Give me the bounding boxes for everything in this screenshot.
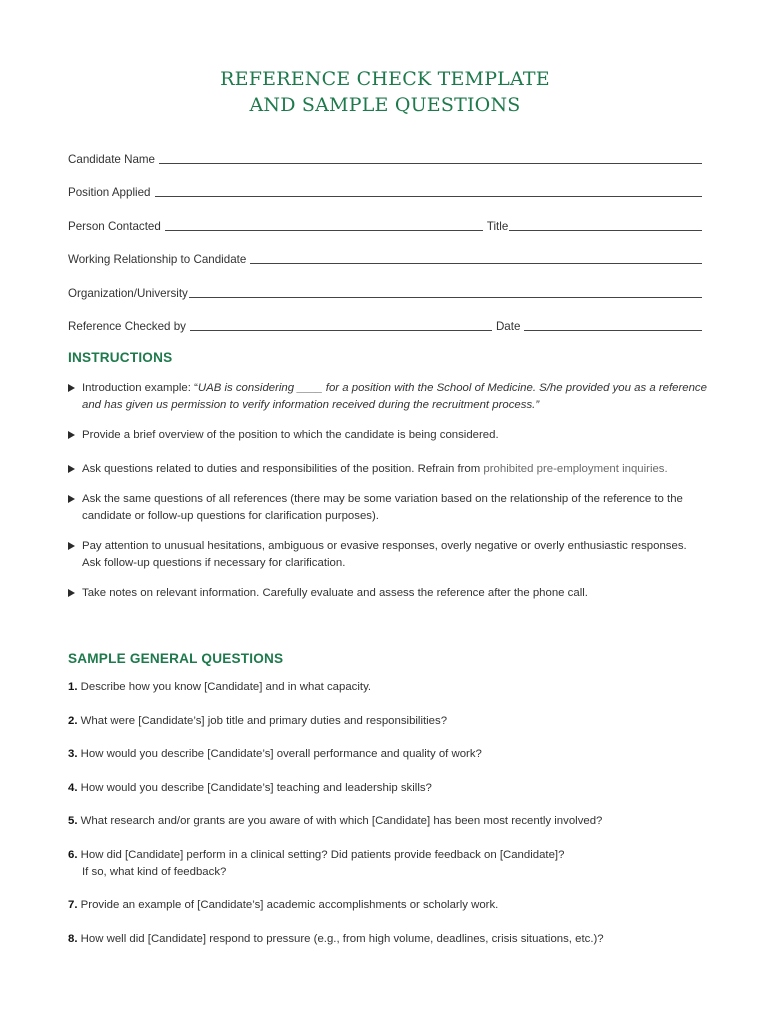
document-title [0, 66, 770, 118]
title-line-1: REFERENCE CHECK TEMPLATE [220, 68, 550, 90]
instructions-list [68, 380, 708, 602]
title-label: Title [486, 219, 509, 233]
organization-label: Organization/University [68, 286, 188, 300]
prohibited-inquiries-link[interactable]: prohibited pre-employment inquiries. [483, 463, 668, 475]
person-contacted-field[interactable] [165, 229, 483, 231]
instruction-item [68, 427, 708, 444]
instruction-item [68, 461, 708, 478]
person-contacted-row [68, 200, 702, 234]
sample-questions-list [68, 679, 708, 948]
reference-form-fields [68, 133, 702, 334]
reference-checked-field[interactable] [190, 329, 492, 331]
bullet-triangle-icon [68, 589, 75, 597]
instruction-item [68, 585, 708, 602]
question-number: 8. [68, 932, 78, 945]
date-label: Date [495, 320, 521, 333]
question-item [68, 746, 708, 763]
date-field[interactable] [524, 329, 702, 331]
question-item [68, 847, 708, 881]
question-item [68, 931, 708, 948]
bullet-triangle-icon [68, 431, 75, 439]
bullet-triangle-icon [68, 495, 75, 503]
question-text: How would you describe [Candidate’s] overall performance and quality of work? [80, 748, 482, 760]
instruction-text: Pay attention to unusual hesitations, ambiguous or evasive responses, overly negative or overly enthusiastic responses. Ask follow-up questions if necessary for clarification. [82, 540, 687, 569]
candidate-name-field[interactable] [159, 162, 702, 164]
question-text: How would you describe [Candidate’s] teaching and leadership skills? [80, 781, 432, 794]
question-number: 4. [68, 781, 78, 794]
instruction-text: Ask questions related to duties and responsibilities of the position. Refrain from [82, 463, 484, 475]
reference-checked-row [68, 301, 702, 335]
organization-row [68, 267, 702, 301]
sample-questions-heading: SAMPLE GENERAL QUESTIONS [68, 651, 284, 666]
instruction-text: Provide a brief overview of the position to which the candidate is being considered. [82, 429, 499, 441]
question-item [68, 713, 708, 730]
instruction-item [68, 491, 708, 525]
instruction-text: Take notes on relevant information. Carefully evaluate and assess the reference after the phone call. [82, 587, 588, 599]
instruction-quote-close: ” [535, 399, 540, 411]
question-number: 3. [68, 748, 78, 760]
question-number: 2. [68, 714, 78, 727]
question-text: What were [Candidate’s] job title and primary duties and responsibilities? [80, 714, 448, 727]
title-line-2: AND SAMPLE QUESTIONS [249, 94, 521, 116]
instruction-text: Ask the same questions of all references (there may be some variation based on the relationship of the reference to the candidate or follow-up questions for clarification purposes). [82, 493, 683, 522]
reference-checked-label: Reference Checked by [68, 320, 186, 333]
question-text: Describe how you know [Candidate] and in what capacity. [80, 681, 372, 693]
bullet-triangle-icon [68, 384, 75, 392]
instruction-item [68, 380, 708, 414]
question-number: 6. [68, 848, 78, 861]
working-relationship-row [68, 234, 702, 268]
person-contacted-label: Person Contacted [68, 219, 161, 233]
working-relationship-field[interactable] [250, 262, 702, 264]
instructions-heading: INSTRUCTIONS [68, 350, 173, 365]
question-text: What research and/or grants are you aware of with which [Candidate] has been most recently involved? [80, 815, 603, 827]
question-number: 5. [68, 815, 78, 827]
candidate-name-label: Candidate Name [68, 152, 156, 166]
bullet-triangle-icon [68, 542, 75, 550]
instruction-text: Introduction example: “ [82, 382, 198, 394]
question-text-continued: If so, what kind of feedback? [82, 865, 227, 878]
title-field[interactable] [509, 229, 702, 231]
question-text: Provide an example of [Candidate’s] academic accomplishments or scholarly work. [80, 899, 499, 911]
question-item [68, 813, 708, 830]
position-applied-field[interactable] [155, 195, 702, 197]
question-text: How did [Candidate] perform in a clinical setting? Did patients provide feedback on [Candidate]? [80, 848, 565, 861]
question-text: How well did [Candidate] respond to pressure (e.g., from high volume, deadlines, crisis situations, etc.)? [80, 932, 604, 945]
question-item [68, 897, 708, 914]
instruction-item [68, 538, 708, 572]
bullet-triangle-icon [68, 465, 75, 473]
question-item [68, 780, 708, 797]
question-number: 1. [68, 681, 78, 693]
question-item [68, 679, 708, 696]
instruction-example-text: UAB is considering ____ for a position with the School of Medicine. S/he provided you as a reference and has given us permission to verify information received during the recruitment process. [82, 382, 707, 411]
working-relationship-label: Working Relationship to Candidate [68, 253, 247, 266]
position-applied-label: Position Applied [68, 186, 151, 199]
candidate-name-row [68, 133, 702, 167]
question-number: 7. [68, 899, 78, 911]
position-applied-row [68, 167, 702, 201]
organization-field[interactable] [189, 296, 702, 298]
